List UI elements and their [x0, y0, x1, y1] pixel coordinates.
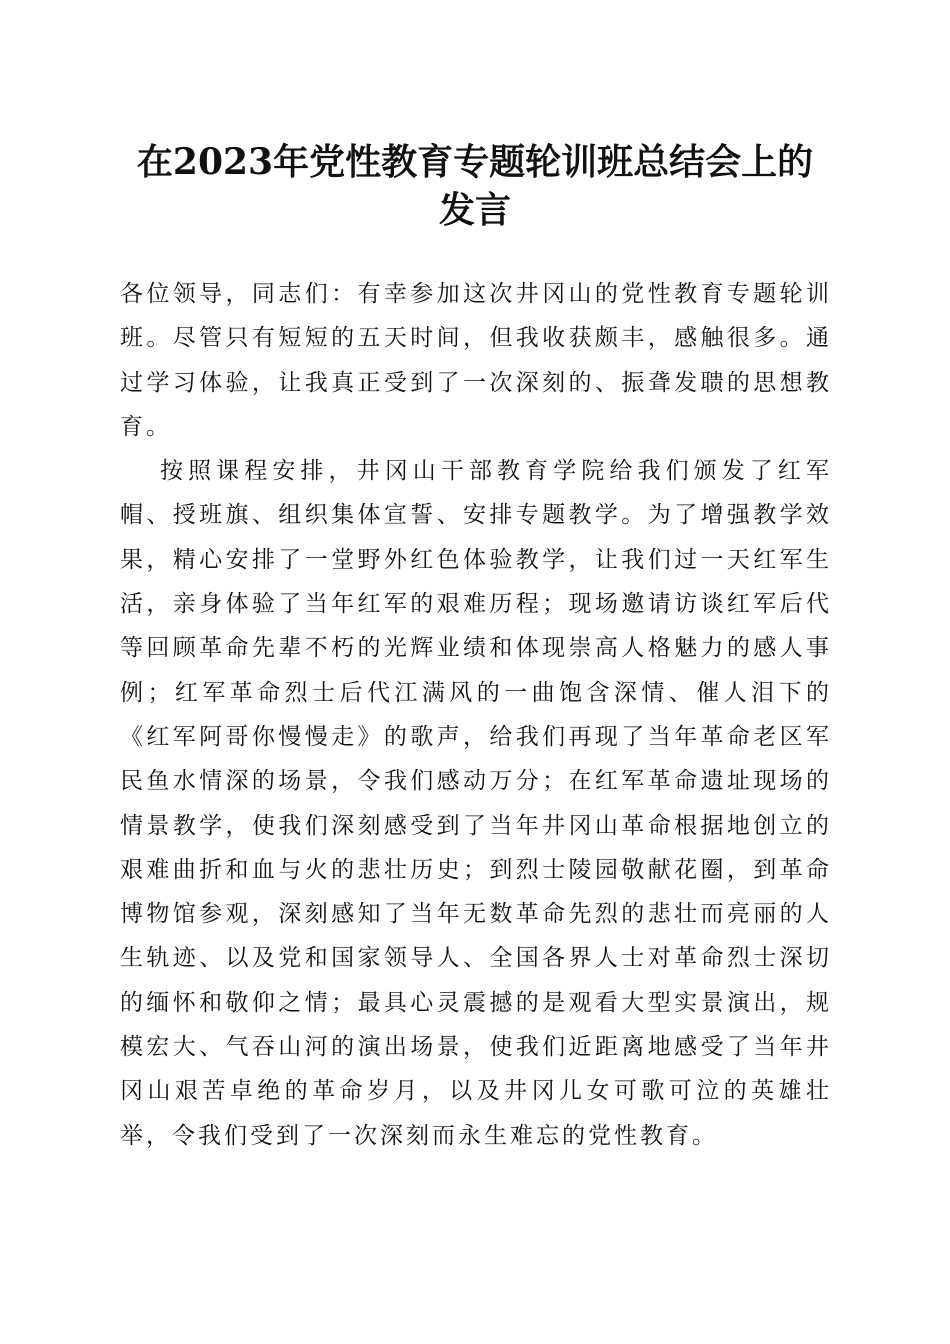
paragraph-greeting: 各位领导，同志们：有幸参加这次井冈山的党性教育专题轮训班。尽管只有短短的五天时间，但我收获颇丰，感触很多。通过学习体验，让我真正受到了一次深刻的、振聋发聩的思想教育。 — [120, 281, 832, 440]
document-title: 在2023年党性教育专题轮训班总结会上的发言 — [136, 141, 814, 231]
document-body — [120, 272, 832, 1158]
paragraph-main: 按照课程安排，井冈山干部教育学院给我们颁发了红军帽、授班旗、组织集体宣誓、安排专题教学。为了增强教学效果，精心安排了一堂野外红色体验教学，让我们过一天红军生活，亲身体验了当年红军的艰难历程；现场邀请访谈红军后代等回顾革命先辈不朽的光辉业绩和体现崇高人格魅力的感人事例；红军革命烈士后代江满风的一曲饱含深情、催人泪下的《红军阿哥你慢慢走》的歌声，给我们再现了当年革命老区军民鱼水情深的场景，令我们感动万分；在红军革命遗址现场的情景教学，使我们深刻感受到了当年井冈山革命根据地创立的艰难曲折和血与火的悲壮历史；到烈士陵园敬献花圈，到革命博物馆参观，深刻感知了当年无数革命先烈的悲壮而亮丽的人生轨迹、以及党和国家领导人、全国各界人士对革命烈士深切的缅怀和敬仰之情；最具心灵震撼的是观看大型实景演出，规模宏大、气吞山河的演出场景，使我们近距离地感受了当年井冈山艰苦卓绝的革命岁月，以及井冈儿女可歌可泣的英雄壮举，令我们受到了一次深刻而永生难忘的党性教育。 — [120, 458, 832, 1149]
